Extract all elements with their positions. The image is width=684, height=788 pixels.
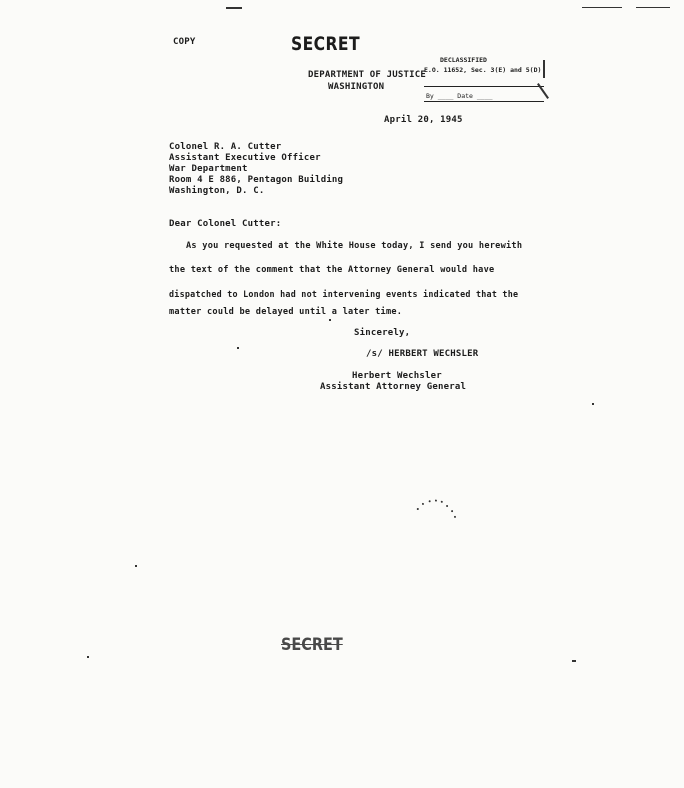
- signer-name: Herbert Wechsler: [352, 371, 442, 381]
- speck: [87, 656, 89, 658]
- declassified-rule: [424, 86, 544, 87]
- address-line: Room 4 E 886, Pentagon Building: [169, 175, 344, 185]
- address-line: War Department: [169, 164, 248, 174]
- speck: [329, 319, 331, 321]
- speck: [572, 660, 576, 662]
- signature: /s/ HERBERT WECHSLER: [366, 349, 479, 359]
- signer-title: Assistant Attorney General: [320, 382, 467, 392]
- speck: [237, 347, 239, 349]
- top-edge-mark: [636, 7, 670, 8]
- classification-stamp-top: SECRET: [291, 33, 361, 55]
- department-name: DEPARTMENT OF JUSTICE: [308, 70, 426, 80]
- body-line: matter could be delayed until a later time.: [169, 307, 403, 317]
- classification-stamp-bottom: SECRET: [281, 635, 343, 655]
- department-city: WASHINGTON: [328, 82, 385, 92]
- stamp-smudge: [409, 490, 464, 530]
- body-line: As you requested at the White House today, I send you herewith: [186, 241, 523, 251]
- letter-date: April 20, 1945: [384, 115, 463, 125]
- speck: [592, 403, 594, 405]
- address-line: Washington, D. C.: [169, 186, 265, 196]
- address-line: Assistant Executive Officer: [169, 153, 321, 163]
- declassification-stamp: [422, 54, 550, 104]
- closing: Sincerely,: [354, 328, 411, 338]
- speck: [135, 565, 137, 567]
- address-line: Colonel R. A. Cutter: [169, 142, 282, 152]
- margin-mark: [543, 60, 545, 78]
- declassified-title: DECLASSIFIED: [440, 56, 487, 64]
- top-edge-mark: [226, 7, 242, 9]
- salutation: Dear Colonel Cutter:: [169, 219, 282, 229]
- declassified-rule: [424, 101, 544, 102]
- copy-label: COPY: [173, 37, 196, 47]
- declassified-authority: E.O. 11652, Sec. 3(E) and 5(D): [424, 66, 542, 74]
- body-line: the text of the comment that the Attorney General would have: [169, 265, 495, 275]
- top-edge-mark: [582, 7, 622, 8]
- declassified-by-line: By ____ Date ____: [426, 92, 493, 100]
- body-line: dispatched to London had not intervening events indicated that the: [169, 289, 519, 299]
